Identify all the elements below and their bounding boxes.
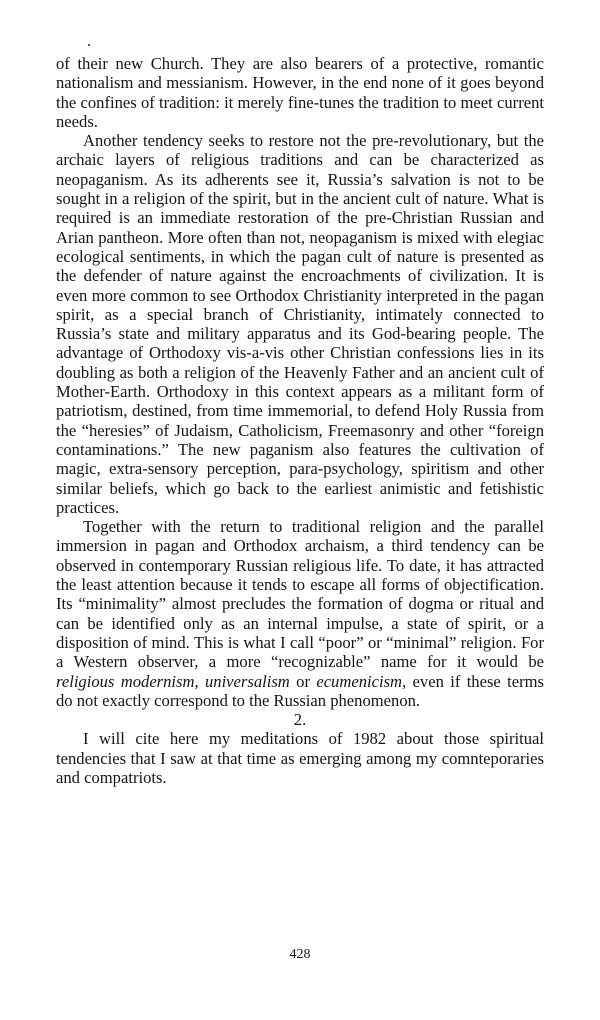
paragraph-1: of their new Church. They are also bearers of a protective, romantic nationalism and messianism. However, in the end none of it goes beyond the confines of tradition: it merely fine-tunes the tradition to meet current needs.	[56, 54, 544, 131]
paragraph-3-italic-a: religious modernism, universalism	[56, 671, 290, 691]
page-number: 428	[289, 947, 311, 962]
section-number: 2.	[293, 710, 307, 730]
paragraph-3-italic-b: ecumenicism,	[316, 671, 407, 691]
ink-speck	[88, 44, 90, 46]
paragraph-2: Another tendency seeks to restore not the pre-revolutionary, but the archaic layers of religious traditions and can be characterized as neopaganism. As its adherents see it, Russia’s salvation is not to be sought in a religion of the spirit, but in the ancient cult of nature. What is required is an immediate restoration of the pre-Christian Russian and Arian pantheon. More often than not, neopaganism is mixed with elegiac ecological sentiments, in which the pagan cult of nature is presented as the defender of nature against the encroachments of civilization. It is even more common to see Orthodox Christianity interpreted in the pagan spirit, as a special branch of Christianity, intimately connected to Russia’s state and military apparatus and its God-bearing people. The advantage of Orthodoxy vis-a-vis other Christian confessions lies in its doubling as both a religion of the Heavenly Father and an ancient cult of Mother-Earth. Orthodoxy in this context appears as a militant form of patriotism, destined, from time immemorial, to defend Holy Russia from the “heresies” of Judaism, Catholicism, Freemasonry and other “foreign contaminations.” The new paganism also features the cultivation of magic, extra-sensory perception, para-psychology, spiritism and other similar beliefs, which go back to the earliest animistic and fetishistic practices.	[56, 131, 544, 517]
paragraph-4: I will cite here my meditations of 1982 about those spiritual tendencies that I saw at that time as emerging among my comnteporaries and compatriots.	[56, 729, 544, 787]
paragraph-3-text-a: Together with the return to traditional religion and the parallel immersion in pagan and Orthodox archaism, a third tendency can be observed in contemporary Russian religious life. To date, it has attracted the least attention because it tends to escape all forms of objectification. Its “minimality” almost precludes the formation of dogma or ritual and can be identified only as an internal impulse, a state of spirit, or a disposition of mind. This is what I call “poor” or “minimal” religion. For a Western observer, a more “recognizable” name for it would be	[56, 517, 544, 672]
paragraph-3	[56, 517, 544, 710]
paragraph-3-text-c: even if these terms do not exactly correspond to the Russian phenomenon.	[56, 671, 545, 710]
body-text	[56, 54, 544, 787]
paragraph-3-text-b: or	[289, 671, 317, 691]
